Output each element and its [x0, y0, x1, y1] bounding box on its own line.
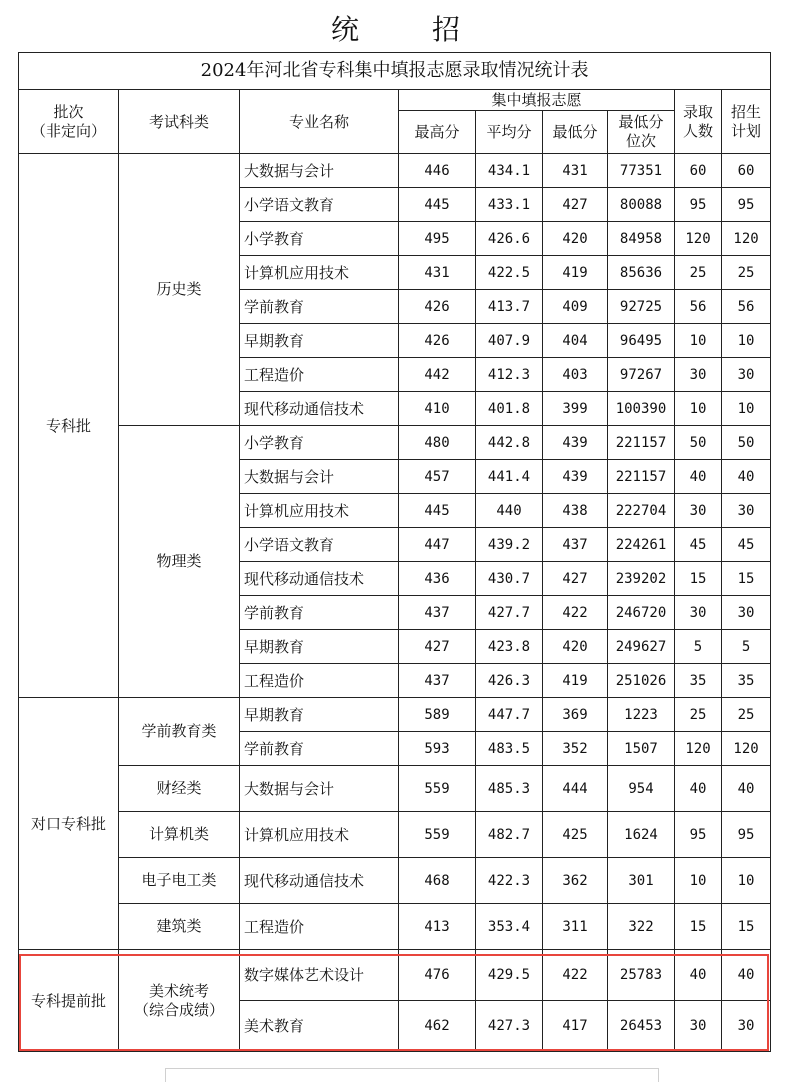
- max-cell: 437: [399, 664, 476, 698]
- max-cell: 468: [399, 858, 476, 904]
- avg-cell: 426.3: [476, 664, 543, 698]
- batch-cell: 专科提前批: [19, 950, 119, 1052]
- header-min-rank: [608, 111, 675, 154]
- plan-cell: 120: [722, 732, 771, 766]
- plan-cell: 10: [722, 858, 771, 904]
- rank-cell: 25783: [608, 950, 675, 1001]
- min-cell: 419: [543, 256, 608, 290]
- rank-cell: 246720: [608, 596, 675, 630]
- rank-cell: 84958: [608, 222, 675, 256]
- plan-cell: 95: [722, 812, 771, 858]
- rank-cell: 249627: [608, 630, 675, 664]
- subject-cell: [119, 698, 240, 766]
- plan-cell: 5: [722, 630, 771, 664]
- major-cell: 现代移动通信技术: [240, 392, 399, 426]
- max-cell: 445: [399, 188, 476, 222]
- page-heading: 统 招: [331, 13, 492, 46]
- max-cell: 437: [399, 596, 476, 630]
- avg-cell: 434.1: [476, 154, 543, 188]
- min-cell: 427: [543, 562, 608, 596]
- admitted-cell: 5: [675, 630, 722, 664]
- major-cell: 计算机应用技术: [240, 494, 399, 528]
- plan-cell: 45: [722, 528, 771, 562]
- admitted-cell: 40: [675, 950, 722, 1001]
- header-major: 专业名称: [240, 90, 399, 154]
- avg-cell: 427.7: [476, 596, 543, 630]
- admitted-cell: 25: [675, 698, 722, 732]
- major-cell: 小学语文教育: [240, 528, 399, 562]
- subject-label: （综合成绩）: [133, 1000, 224, 1019]
- plan-cell: 40: [722, 460, 771, 494]
- min-cell: 369: [543, 698, 608, 732]
- plan-cell: 15: [722, 562, 771, 596]
- avg-cell: 353.4: [476, 904, 543, 950]
- admitted-cell: 120: [675, 732, 722, 766]
- plan-cell: 40: [722, 950, 771, 1001]
- plan-cell: 30: [722, 494, 771, 528]
- max-cell: 593: [399, 732, 476, 766]
- subject-label: 学前教育类: [141, 722, 217, 740]
- admitted-cell: 120: [675, 222, 722, 256]
- max-cell: 447: [399, 528, 476, 562]
- subject-cell: [119, 766, 240, 812]
- plan-cell: 35: [722, 664, 771, 698]
- avg-cell: 485.3: [476, 766, 543, 812]
- header-avg-score: 平均分: [476, 111, 543, 154]
- major-cell: 小学语文教育: [240, 188, 399, 222]
- admitted-cell: 60: [675, 154, 722, 188]
- table-row: [19, 950, 771, 1001]
- max-cell: 426: [399, 290, 476, 324]
- footer-frame: [165, 1068, 659, 1082]
- major-cell: 大数据与会计: [240, 460, 399, 494]
- rank-cell: 92725: [608, 290, 675, 324]
- avg-cell: 427.3: [476, 1001, 543, 1052]
- min-cell: 409: [543, 290, 608, 324]
- avg-cell: 429.5: [476, 950, 543, 1001]
- major-cell: 学前教育: [240, 732, 399, 766]
- rank-cell: 954: [608, 766, 675, 812]
- avg-cell: 426.6: [476, 222, 543, 256]
- subject-label: 建筑类: [156, 917, 202, 935]
- avg-cell: 401.8: [476, 392, 543, 426]
- rank-cell: 26453: [608, 1001, 675, 1052]
- max-cell: 462: [399, 1001, 476, 1052]
- major-cell: 数字媒体艺术设计: [240, 950, 399, 1001]
- admission-stats-table-wrapper: [18, 52, 770, 1052]
- plan-cell: 25: [722, 256, 771, 290]
- avg-cell: 407.9: [476, 324, 543, 358]
- rank-cell: 239202: [608, 562, 675, 596]
- rank-cell: 222704: [608, 494, 675, 528]
- subject-cell: [119, 858, 240, 904]
- major-cell: 计算机应用技术: [240, 812, 399, 858]
- major-cell: 现代移动通信技术: [240, 858, 399, 904]
- max-cell: 410: [399, 392, 476, 426]
- max-cell: 559: [399, 812, 476, 858]
- batch-cell: 对口专科批: [19, 698, 119, 950]
- rank-cell: 322: [608, 904, 675, 950]
- rank-cell: 96495: [608, 324, 675, 358]
- min-cell: 437: [543, 528, 608, 562]
- subject-cell: [119, 950, 240, 1052]
- avg-cell: 442.8: [476, 426, 543, 460]
- avg-cell: 430.7: [476, 562, 543, 596]
- header-plan: [722, 90, 771, 154]
- header-min-score: 最低分: [543, 111, 608, 154]
- plan-cell: 50: [722, 426, 771, 460]
- admitted-cell: 30: [675, 358, 722, 392]
- avg-cell: 483.5: [476, 732, 543, 766]
- admitted-cell: 50: [675, 426, 722, 460]
- major-cell: 计算机应用技术: [240, 256, 399, 290]
- rank-cell: 80088: [608, 188, 675, 222]
- max-cell: 589: [399, 698, 476, 732]
- avg-cell: 412.3: [476, 358, 543, 392]
- max-cell: 446: [399, 154, 476, 188]
- admitted-cell: 40: [675, 460, 722, 494]
- major-cell: 美术教育: [240, 1001, 399, 1052]
- avg-cell: 422.3: [476, 858, 543, 904]
- admission-stats-table: [18, 52, 771, 1052]
- min-cell: 425: [543, 812, 608, 858]
- subject-label: 历史类: [156, 280, 202, 298]
- min-cell: 404: [543, 324, 608, 358]
- min-cell: 311: [543, 904, 608, 950]
- header-admitted-l1: 录取: [682, 102, 713, 121]
- header-batch-label: 批次: [53, 102, 84, 121]
- admitted-cell: 45: [675, 528, 722, 562]
- admitted-cell: 35: [675, 664, 722, 698]
- admitted-cell: 10: [675, 324, 722, 358]
- admitted-cell: 95: [675, 812, 722, 858]
- min-cell: 403: [543, 358, 608, 392]
- admitted-cell: 30: [675, 494, 722, 528]
- rank-cell: 301: [608, 858, 675, 904]
- min-cell: 431: [543, 154, 608, 188]
- max-cell: 559: [399, 766, 476, 812]
- major-cell: 现代移动通信技术: [240, 562, 399, 596]
- admitted-cell: 56: [675, 290, 722, 324]
- min-cell: 444: [543, 766, 608, 812]
- rank-cell: 1507: [608, 732, 675, 766]
- plan-cell: 56: [722, 290, 771, 324]
- major-cell: 学前教育: [240, 596, 399, 630]
- min-cell: 438: [543, 494, 608, 528]
- table-row: [19, 426, 771, 460]
- rank-cell: 221157: [608, 426, 675, 460]
- table-title: 2024年河北省专科集中填报志愿录取情况统计表: [19, 53, 771, 90]
- max-cell: 431: [399, 256, 476, 290]
- min-cell: 417: [543, 1001, 608, 1052]
- subject-label: 电子电工类: [141, 871, 217, 889]
- avg-cell: 447.7: [476, 698, 543, 732]
- major-cell: 大数据与会计: [240, 766, 399, 812]
- major-cell: 大数据与会计: [240, 154, 399, 188]
- major-cell: 早期教育: [240, 630, 399, 664]
- admitted-cell: 10: [675, 392, 722, 426]
- min-cell: 362: [543, 858, 608, 904]
- max-cell: 476: [399, 950, 476, 1001]
- header-batch-note: （非定向）: [30, 121, 106, 140]
- plan-cell: 120: [722, 222, 771, 256]
- subject-label: 物理类: [156, 552, 202, 570]
- max-cell: 426: [399, 324, 476, 358]
- max-cell: 442: [399, 358, 476, 392]
- header-subject: 考试科类: [119, 90, 240, 154]
- avg-cell: 482.7: [476, 812, 543, 858]
- header-min-rank-l1: 最低分: [618, 113, 664, 131]
- major-cell: 工程造价: [240, 358, 399, 392]
- plan-cell: 10: [722, 392, 771, 426]
- admitted-cell: 40: [675, 766, 722, 812]
- subject-cell: [119, 426, 240, 698]
- rank-cell: 85636: [608, 256, 675, 290]
- subject-cell: [119, 904, 240, 950]
- avg-cell: 440: [476, 494, 543, 528]
- table-row: [19, 904, 771, 950]
- table-row: [19, 154, 771, 188]
- admitted-cell: 15: [675, 562, 722, 596]
- major-cell: 小学教育: [240, 222, 399, 256]
- rank-cell: 1624: [608, 812, 675, 858]
- min-cell: 420: [543, 222, 608, 256]
- min-cell: 422: [543, 950, 608, 1001]
- max-cell: 445: [399, 494, 476, 528]
- avg-cell: 433.1: [476, 188, 543, 222]
- max-cell: 480: [399, 426, 476, 460]
- rank-cell: 97267: [608, 358, 675, 392]
- avg-cell: 441.4: [476, 460, 543, 494]
- plan-cell: 40: [722, 766, 771, 812]
- plan-cell: 25: [722, 698, 771, 732]
- admitted-cell: 30: [675, 1001, 722, 1052]
- table-row: [19, 812, 771, 858]
- plan-cell: 30: [722, 358, 771, 392]
- header-max-score: 最高分: [399, 111, 476, 154]
- header-admitted: [675, 90, 722, 154]
- header-plan-l1: 招生: [731, 102, 762, 121]
- min-cell: 352: [543, 732, 608, 766]
- min-cell: 419: [543, 664, 608, 698]
- table-row: [19, 698, 771, 732]
- subject-label: 计算机类: [148, 825, 209, 843]
- subject-cell: [119, 812, 240, 858]
- rank-cell: 251026: [608, 664, 675, 698]
- plan-cell: 10: [722, 324, 771, 358]
- min-cell: 422: [543, 596, 608, 630]
- max-cell: 495: [399, 222, 476, 256]
- header-admitted-l2: 人数: [682, 121, 713, 140]
- batch-cell: 专科批: [19, 154, 119, 698]
- subject-label: 美术统考: [148, 981, 209, 1000]
- major-cell: 早期教育: [240, 324, 399, 358]
- major-cell: 早期教育: [240, 698, 399, 732]
- avg-cell: 439.2: [476, 528, 543, 562]
- rank-cell: 221157: [608, 460, 675, 494]
- table-row: [19, 858, 771, 904]
- rank-cell: 1223: [608, 698, 675, 732]
- header-batch: [19, 90, 119, 154]
- admitted-cell: 95: [675, 188, 722, 222]
- min-cell: 439: [543, 460, 608, 494]
- rank-cell: 77351: [608, 154, 675, 188]
- major-cell: 学前教育: [240, 290, 399, 324]
- rank-cell: 100390: [608, 392, 675, 426]
- table-row: [19, 766, 771, 812]
- subject-cell: [119, 154, 240, 426]
- plan-cell: 15: [722, 904, 771, 950]
- admitted-cell: 10: [675, 858, 722, 904]
- max-cell: 413: [399, 904, 476, 950]
- max-cell: 457: [399, 460, 476, 494]
- plan-cell: 30: [722, 596, 771, 630]
- avg-cell: 423.8: [476, 630, 543, 664]
- admitted-cell: 25: [675, 256, 722, 290]
- rank-cell: 224261: [608, 528, 675, 562]
- max-cell: 436: [399, 562, 476, 596]
- header-plan-l2: 计划: [731, 121, 762, 140]
- min-cell: 420: [543, 630, 608, 664]
- max-cell: 427: [399, 630, 476, 664]
- plan-cell: 60: [722, 154, 771, 188]
- major-cell: 工程造价: [240, 904, 399, 950]
- major-cell: 小学教育: [240, 426, 399, 460]
- min-cell: 399: [543, 392, 608, 426]
- avg-cell: 422.5: [476, 256, 543, 290]
- admitted-cell: 30: [675, 596, 722, 630]
- min-cell: 427: [543, 188, 608, 222]
- plan-cell: 95: [722, 188, 771, 222]
- min-cell: 439: [543, 426, 608, 460]
- header-group: 集中填报志愿: [399, 90, 675, 111]
- plan-cell: 30: [722, 1001, 771, 1052]
- header-min-rank-l2: 位次: [625, 132, 656, 150]
- avg-cell: 413.7: [476, 290, 543, 324]
- admitted-cell: 15: [675, 904, 722, 950]
- major-cell: 工程造价: [240, 664, 399, 698]
- subject-label: 财经类: [156, 779, 202, 797]
